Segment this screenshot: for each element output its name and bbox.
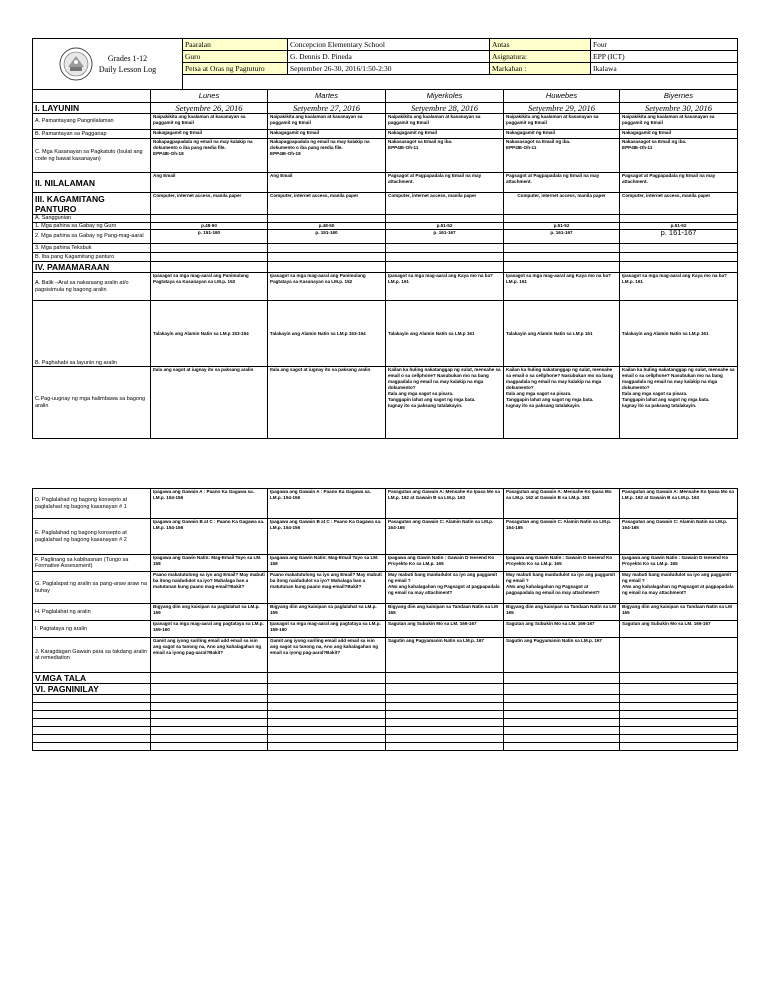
cell-paglalapat-martes: Paano makatutulong sa iyo ang Email? May mabuti ba itong naidudulot sa iyo? Mahalaga ban a matutunan kung paano mag-email?Bakit? bbox=[268, 572, 386, 604]
cell-paglalahad2-miyerkoles: Pasagutan ang Gawain C: Alamin Natin sa LM.p. 164-165 bbox=[386, 519, 504, 555]
label-guro: Guro bbox=[183, 51, 288, 63]
row-label-pamantayan-pagganap: B. Pamantayan sa Pagganap bbox=[33, 130, 151, 139]
cell-gabay-guro-miyerkoles: p.51-52 bbox=[386, 222, 504, 230]
section-pagninilay: VI. PAGNINILAY bbox=[33, 684, 151, 695]
cell-kasanayan-huwebes: Nakasasagot sa Email ng iba. EPP4IE-Oh-11 bbox=[504, 139, 620, 173]
label-asignatura: Asignatura: bbox=[490, 51, 591, 63]
cell-karagdagan-miyerkoles: Sagutin ang Pagyamanin Natin sa LM.p. 167 bbox=[386, 638, 504, 673]
cell-paglalapat-miyerkoles: May mabuti bang maidudulot sa iyo ang paggamit ng email ? ANo ang kahalagahan ng Pagsagot at pagpapadala ng email na may attachment? bbox=[386, 572, 504, 604]
row-label-paglalapat: G. Paglalapat ng aralin sa pang-araw araw na buhay bbox=[33, 572, 151, 604]
row-label-gabay-guro: 1. Mga pahina sa Gabay ng Guro bbox=[33, 222, 151, 230]
cell-paghahabi-biyernes: Talakayin ang Alamin Natin sa LM.p 161 bbox=[620, 301, 738, 367]
cell-paglalahad1-martes: Ipagawa ang Gawain A : Paano Ka Gagawa sa. LM.p. 154-156 bbox=[268, 489, 386, 519]
cell-paglinang-miyerkoles: Ipagawa ang Gawin Natin : Gawain D Isesend Ko Proyekto Ko sa LM.p. 165 bbox=[386, 555, 504, 572]
cell-paglalahat-biyernes: Bigyang diin ang kaisipan sa Tandaan Natin sa LM 165 bbox=[620, 604, 738, 621]
blank-row bbox=[33, 735, 738, 743]
cell-paglalahad1-biyernes: Pasagutan ang Gawain A: Mensahe Ko Ipasa Mo sa LM.p. 162 at Gawain B sa LM.p. 163 bbox=[620, 489, 738, 519]
cell-gabay-guro-biyernes: p.51-52 bbox=[620, 222, 738, 230]
row-label-pamantayang-pangnilalaman: A. Pamantayang Pangnilalaman bbox=[33, 114, 151, 130]
cell-pag-uugnay-huwebes: Kailan ka huling nakatanggap ng sulat, mensahe sa email o sa cellphone? Nasubukan mo na bang magpadala ng email na may kalakip na mga dokumento? Itala ang mga sagot sa pisara. Tanggapin lahat ang sagot ng mga bata. Iugnay ito sa paksang tatalakayin. bbox=[504, 367, 620, 439]
cell-gabay-magaaral-miyerkoles: p. 161-167 bbox=[386, 230, 504, 244]
cell-pagtataya-martes: Ipasagot sa mga mag-aaral ang pagtataya sa LM.p. 159-160 bbox=[268, 621, 386, 638]
cell-paglalahad1-lunes: Ipagawa ang Gawain A : Paano Ka Gagawa sa. LM.p. 154-156 bbox=[151, 489, 268, 519]
cell-karagdagan-biyernes bbox=[620, 638, 738, 673]
row-label-iba-pang-kagamitan: B. Iba pang Kagamitang panturo bbox=[33, 253, 151, 262]
cell-kasanayan-lunes: Nakapagpapadala ng email na may kalakip na dokumento o iba pang media file. EPP4IE-Oh-18 bbox=[151, 139, 268, 173]
date-miyerkoles: Setyembre 28, 2016 bbox=[386, 103, 504, 114]
blank-row bbox=[33, 743, 738, 751]
cell-nilalaman-biyernes: Pagsagot at Pagpapadala ng Email na may attachment. bbox=[620, 173, 738, 193]
cell-kagamitang-huwebes: Computer, internet access, manila paper bbox=[504, 193, 620, 215]
cell-paglalahat-huwebes: Bigyang diin ang kaisipan sa Tandaan Natin sa LM 165 bbox=[504, 604, 620, 621]
row-label-paglalahad-2: E. Paglalahad ng bagong konsepto at paglalahad ng bagong kasanayan # 2 bbox=[33, 519, 151, 555]
cell-karagdagan-martes: Gamit ang iyong sariling email add email sa isin ang sagot sa tanong na, Ano ang kahalagahan ng email sa iyong pag-aaral?Bakit? bbox=[268, 638, 386, 673]
cell-pagganap-miyerkoles: Nakagagamit ng Email bbox=[386, 130, 504, 139]
cell-karagdagan-lunes: Gamit ang iyong sariling email add email sa isin ang sagot sa tanong na, Ano ang kahalagahan ng email sa iyong pag-aaral?Bakit? bbox=[151, 638, 268, 673]
value-petsa: September 26-30, 2016/1:50-2:30 bbox=[288, 63, 490, 75]
blank-row bbox=[33, 711, 738, 719]
grades-label: Grades 1-12 bbox=[107, 54, 148, 63]
cell-balik-aral-lunes: Ipasagot sa mga mag-aaral ang Panimulang Pagtataya sa Kasanayan sa LM.p. 152 bbox=[151, 273, 268, 301]
cell-pagganap-biyernes: Nakagagamit ng Email bbox=[620, 130, 738, 139]
cell-pagtataya-huwebes: Sagutan ang Subukin Mo sa LM. 166-167 bbox=[504, 621, 620, 638]
cell-pamantayang-miyerkoles: Naipakikita ang kaalaman at kasanayan sa paggamit ng Email bbox=[386, 114, 504, 130]
date-huwebes: Setyembre 29, 2016 bbox=[504, 103, 620, 114]
cell-paglalahad1-miyerkoles: Pasagutan ang Gawain A: Mensahe Ko Ipasa Mo sa LM.p. 162 at Gawain B sa LM.p. 163 bbox=[386, 489, 504, 519]
section-pamamaraan: IV. PAMAMARAAN bbox=[33, 262, 151, 273]
cell-pagganap-martes: Nakagagamit ng Email bbox=[268, 130, 386, 139]
day-martes: Martes bbox=[268, 90, 386, 103]
cell-karagdagan-huwebes: Sagutin ang Pagyamanin Natin sa LM.p. 167 bbox=[504, 638, 620, 673]
cell-kasanayan-miyerkoles: Nakasasagot sa Email ng iba. EPP4IE-Oh-11 bbox=[386, 139, 504, 173]
log-title: Daily Lesson Log bbox=[98, 65, 157, 74]
cell-pamantayang-biyernes: Naipakikita ang kaalaman at kasanayan sa paggamit ng Email bbox=[620, 114, 738, 130]
cell-balik-aral-biyernes: Ipasagot sa mga mag-aaral ang Kaya mo na ba? LM.p. 161 bbox=[620, 273, 738, 301]
cell-gabay-magaaral-biyernes: p. 161-167 bbox=[620, 230, 738, 244]
cell-gabay-guro-lunes: p.48-50 bbox=[151, 222, 268, 230]
section-nilalaman: II. NILALAMAN bbox=[33, 173, 151, 193]
value-guro: G. Dennis D. Pineda bbox=[288, 51, 490, 63]
day-corner bbox=[33, 90, 151, 103]
date-biyernes: Setyembre 30, 2016 bbox=[620, 103, 738, 114]
cell-nilalaman-huwebes: Pagsagot at Pagpapadala ng Email na may attachment. bbox=[504, 173, 620, 193]
cell-paglalahad2-martes: Ipagawa ang Gawain B at C : Paano Ka Gagawa sa. LM.p. 154-156 bbox=[268, 519, 386, 555]
row-label-karagdagan: J. Karagdagan Gawain para sa takdang aralin at remediation bbox=[33, 638, 151, 673]
cell-kasanayan-biyernes: Nakasasagot sa Email ng iba. EPP4IE-Oh-11 bbox=[620, 139, 738, 173]
value-asignatura: EPP (ICT) bbox=[591, 51, 738, 63]
value-antas: Four bbox=[591, 39, 738, 51]
cell-gabay-guro-huwebes: p.51-52 bbox=[504, 222, 620, 230]
cell-pamantayang-martes: Naipakikita ang kaalaman at kasanayan sa paggamit ng Email bbox=[268, 114, 386, 130]
cell-pagganap-huwebes: Nakagagamit ng Email bbox=[504, 130, 620, 139]
cell-pag-uugnay-lunes: Itala ang sagot at iugnay ito sa paksang aralin bbox=[151, 367, 268, 439]
cell-pagganap-lunes: Nakagagamit ng Email bbox=[151, 130, 268, 139]
day-huwebes: Huwebes bbox=[504, 90, 620, 103]
blank-row bbox=[33, 727, 738, 735]
cell-pagtataya-lunes: Ipasagot sa mga mag-aaral ang pagtataya sa LM.p. 159-160 bbox=[151, 621, 268, 638]
label-antas: Antas bbox=[490, 39, 591, 51]
day-miyerkoles: Miyerkoles bbox=[386, 90, 504, 103]
row-label-sanggunian: A. Sanggunian bbox=[33, 215, 151, 223]
row-label-teksbuk: 3. Mga pahina Teksbuk bbox=[33, 244, 151, 253]
section-kagamitang-panturo: III. KAGAMITANG PANTURO bbox=[33, 193, 151, 215]
cell-kagamitang-martes: Computer, internet access, manila paper bbox=[268, 193, 386, 215]
cell-balik-aral-miyerkoles: Ipasagot sa mga mag-aaral ang Kaya mo na ba? LM.p. 161 bbox=[386, 273, 504, 301]
page-gap bbox=[32, 439, 737, 489]
day-biyernes: Biyernes bbox=[620, 90, 738, 103]
cell-pagtataya-miyerkoles: Sagutan ang Subukin Mo sa LM. 166-167 bbox=[386, 621, 504, 638]
row-label-balik-aral: A. Balik –Aral sa nakaraang aralin at/o pagsisimula ng bagong aralin bbox=[33, 273, 151, 301]
row-label-mga-kasanayan: C. Mga Kasanayan sa Pagkatuto (Isulat ang code ng bawat kasanayan) bbox=[33, 139, 151, 173]
row-label-paglalahat: H. Paglalahat ng aralin bbox=[33, 604, 151, 621]
cell-paglinang-biyernes: Ipagawa ang Gawin Natin : Gawain D Isesend Ko Proyekto Ko sa LM.p. 165 bbox=[620, 555, 738, 572]
value-paaralan: Concepcion Elementary School bbox=[288, 39, 490, 51]
cell-paglalahad2-biyernes: Pasagutan ang Gawain C: Alamin Natin sa LM.p. 164-165 bbox=[620, 519, 738, 555]
cell-nilalaman-miyerkoles: Pagsagot at Pagpapadala ng Email na may attachment. bbox=[386, 173, 504, 193]
row-label-gabay-magaaral: 2. Mga pahina sa Gabay ng Pang-mag-aaral bbox=[33, 230, 151, 244]
cell-pag-uugnay-biyernes: Kailan ka huling nakatanggap ng sulat, mensahe sa email o sa cellphone? Nasubukan mo na bang magpadala ng email na may kalakip na mga dokumento? Itala ang mga sagot sa pisara. Tanggapin lahat ang sagot ng mga bata. Iugnay ito sa paksang tatalakayin. bbox=[620, 367, 738, 439]
cell-pamantayang-lunes: Naipakikita ang kaalaman at kasanayan sa paggamit ng Email bbox=[151, 114, 268, 130]
cell-gabay-magaaral-martes: p. 151-160 bbox=[268, 230, 386, 244]
row-label-pag-uugnay: C.Pag-uugnay ng mga halimbawa sa bagong aralin bbox=[33, 367, 151, 439]
daily-lesson-log-page bbox=[32, 38, 737, 751]
section-layunin: I. LAYUNIN bbox=[33, 103, 151, 114]
label-markahan: Markahan : bbox=[490, 63, 591, 75]
value-markahan: Ikalawa bbox=[591, 63, 738, 75]
label-petsa: Petsa at Oras ng Pagtuturo bbox=[183, 63, 288, 75]
cell-paglalahad2-lunes: Ipagawa ang Gawain B at C : Paano Ka Gagawa sa. LM.p. 154-156 bbox=[151, 519, 268, 555]
day-lunes: Lunes bbox=[151, 90, 268, 103]
row-label-paghahabi: B. Paghahabi sa layunin ng aralin bbox=[33, 301, 151, 367]
row-label-paglalahad-1: D. Paglalahad ng bagong konsepto at paglalahad ng bagong kasanayan # 1 bbox=[33, 489, 151, 519]
cell-paghahabi-huwebes: Talakayin ang Alamin Natin sa LM.p 161 bbox=[504, 301, 620, 367]
cell-balik-aral-martes: Ipasagot sa mga mag-aaral ang Panimulang Pagtataya sa Kasanayan sa LM.p. 152 bbox=[268, 273, 386, 301]
row-label-pagtataya: I. Pagtataya ng aralin bbox=[33, 621, 151, 638]
cell-nilalaman-martes: Ang Email bbox=[268, 173, 386, 193]
cell-pag-uugnay-miyerkoles: Kailan ka huling nakatanggap ng sulat, mensahe sa email o sa cellphone? Nasubukan mo na bang magpadala ng email na may kalakip na mga dokumento? Itala ang mga sagot sa pisara. Tanggapin lahat ang sagot ng mga bata. Iugnay ito sa paksang tatalakayin. bbox=[386, 367, 504, 439]
blank-row bbox=[33, 719, 738, 727]
cell-pamantayang-huwebes: Naipakikita ang kaalaman at kasanayan sa paggamit ng Email bbox=[504, 114, 620, 130]
cell-kasanayan-martes: Nakapagpapadala ng email na may kalakip na dokumento o iba pang media file. EPP4IE-Oh-18 bbox=[268, 139, 386, 173]
cell-paghahabi-miyerkoles: Talakayin ang Alamin Natin sa LM.p 161 bbox=[386, 301, 504, 367]
cell-nilalaman-lunes: Ang Email bbox=[151, 173, 268, 193]
cell-paglinang-huwebes: Ipagawa ang Gawin Natin : Gawain D Isesend Ko Proyekto Ko sa LM.p. 165 bbox=[504, 555, 620, 572]
blank-row bbox=[33, 703, 738, 711]
cell-kagamitang-biyernes: Computer, internet access, manila paper bbox=[620, 193, 738, 215]
cell-paglalahat-miyerkoles: Bigyang diin ang kaisipan sa Tandaan Natin sa LM 165 bbox=[386, 604, 504, 621]
cell-gabay-magaaral-lunes: p. 151-160 bbox=[151, 230, 268, 244]
cell-balik-aral-huwebes: Ipasagot sa mga mag-aaral ang Kaya mo na ba? LM.p. 161 bbox=[504, 273, 620, 301]
cell-paglalahad2-huwebes: Pasagutan ang Gawain C: Alamin Natin sa LM.p. 164-165 bbox=[504, 519, 620, 555]
cell-gabay-magaaral-huwebes: p. 161-167 bbox=[504, 230, 620, 244]
date-martes: Setyembre 27, 2016 bbox=[268, 103, 386, 114]
cell-paglalahad1-huwebes: Pasagutan ang Gawain A: Mensahe Ko Ipasa Mo sa LM.p. 162 at Gawain B sa LM.p. 163 bbox=[504, 489, 620, 519]
label-paaralan: Paaralan bbox=[183, 39, 288, 51]
cell-paglalahat-martes: Bigyang diin ang kaisipan sa paglalahat sa LM.p. 159 bbox=[268, 604, 386, 621]
cell-paglalapat-lunes: Paano makatutulong sa iyo ang Email? May mabuti ba itong naidudulot sa iyo? Mahalaga ban a matutunan kung paano mag-email?Bakit? bbox=[151, 572, 268, 604]
cell-paglalapat-biyernes: May mabuti bang maidudulot sa iyo ang paggamit ng email ? ANo ang kahalagahan ng Pagsagot at pagpapadala ng email na may attachment? bbox=[620, 572, 738, 604]
cell-paglalapat-huwebes: May mabuti bang maidudulot sa iyo ang paggamit ng email ? ANo ang kahalagahan ng Pagsagot at pagpapadala ng email na may attachment? bbox=[504, 572, 620, 604]
header-table bbox=[32, 38, 738, 90]
date-lunes: Setyembre 26, 2016 bbox=[151, 103, 268, 114]
cell-paglinang-lunes: Ipagawa ang Gawin Natin: Mag-Email Tayo sa LM. 158 bbox=[151, 555, 268, 572]
cell-paglinang-martes: Ipagawa ang Gawin Natin: Mag-Email Tayo sa LM. 158 bbox=[268, 555, 386, 572]
row-label-paglinang: F. Paglinang sa kabihasnan (Tungo sa Formative Assessment) bbox=[33, 555, 151, 572]
cell-kagamitang-lunes: Computer, internet access, manila paper bbox=[151, 193, 268, 215]
cell-pagtataya-biyernes: Sagutan ang Subukin Mo sa LM. 166-167 bbox=[620, 621, 738, 638]
lesson-table bbox=[32, 89, 738, 439]
cell-paglalahat-lunes: Bigyang diin ang kaisipan sa paglalahat sa LM.p. 159 bbox=[151, 604, 268, 621]
section-mga-tala: V.MGA TALA bbox=[33, 673, 151, 684]
header-blank-row bbox=[183, 75, 738, 90]
cell-gabay-guro-martes: p.48-50 bbox=[268, 222, 386, 230]
blank-row bbox=[33, 695, 738, 703]
deped-seal-icon bbox=[59, 47, 93, 81]
cell-kagamitang-miyerkoles: Computer, internet access, manila paper bbox=[386, 193, 504, 215]
cell-paghahabi-martes: Talakayin ang Alamin Natin sa LM.p 153-154 bbox=[268, 301, 386, 367]
lesson-table-continued bbox=[32, 488, 738, 751]
cell-paghahabi-lunes: Talakayin ang Alamin Natin sa LM.p 153-154 bbox=[151, 301, 268, 367]
cell-pag-uugnay-martes: Itala ang sagot at iugnay ito sa paksang aralin bbox=[268, 367, 386, 439]
header-logo-cell bbox=[33, 39, 183, 90]
